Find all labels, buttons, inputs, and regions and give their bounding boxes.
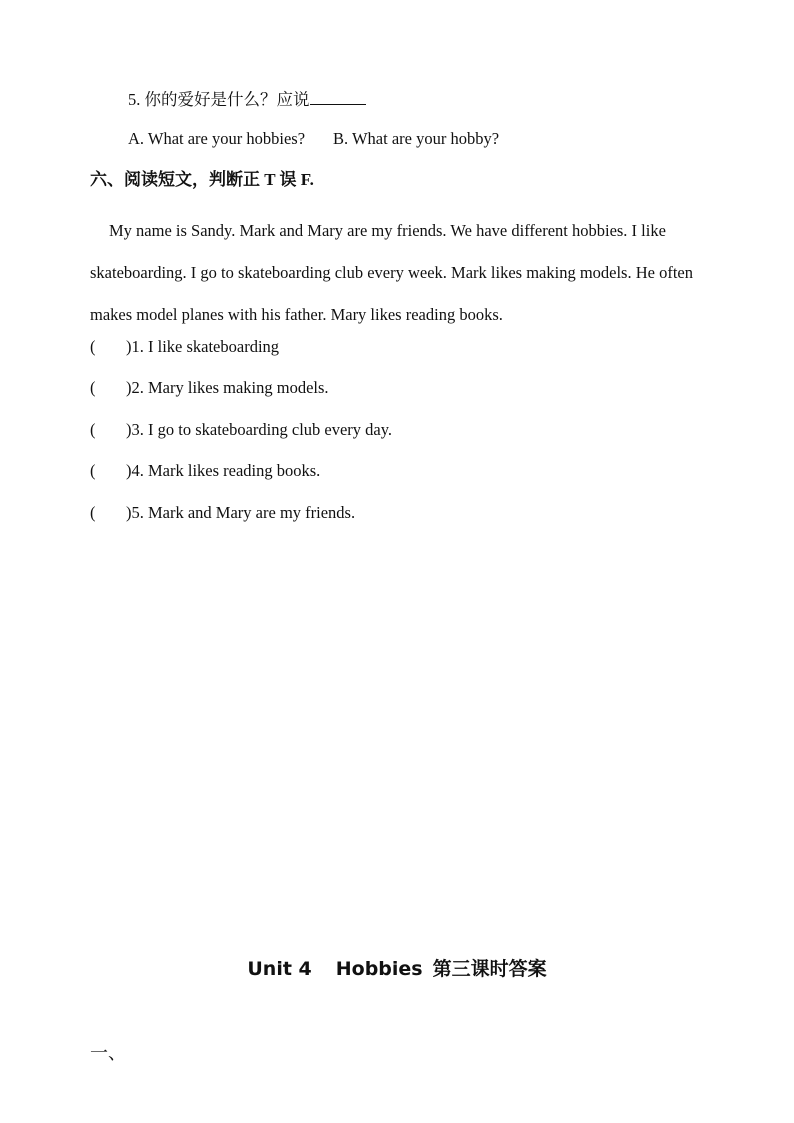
tf-item <box>90 419 392 441</box>
answer-paren: ( <box>90 461 96 480</box>
tf-item <box>90 460 320 482</box>
option-a: A. What are your hobbies? <box>128 129 306 148</box>
tf-item-text: )3. I go to skateboarding club every day. <box>126 420 393 439</box>
option-b: B. What are your hobby? <box>333 129 500 148</box>
question-5 <box>128 86 366 111</box>
tf-item <box>90 336 279 358</box>
question-5-options <box>128 128 499 150</box>
tf-item-text: )5. Mark and Mary are my friends. <box>126 503 356 522</box>
answer-key-title <box>0 958 794 980</box>
answer-paren: ( <box>90 503 96 522</box>
tf-item <box>90 377 329 399</box>
tf-item-text: )4. Mark likes reading books. <box>126 461 321 480</box>
answer-paren: ( <box>90 337 96 356</box>
question-5-prompt: 5. 你的爱好是什么？应说 <box>128 90 310 109</box>
tf-item-text: )2. Mary likes making models. <box>126 378 329 397</box>
reading-passage: My name is Sandy. Mark and Mary are my friends. We have different hobbies. I like skateboarding. I go to skateboarding club every week. Mark likes making models. He often makes model planes with his father. Mary likes reading books. <box>90 221 693 324</box>
tf-item <box>90 502 355 524</box>
answer-blank <box>310 86 366 105</box>
answer-paren: ( <box>90 378 96 397</box>
section-6-heading: 六、阅读短文，判断正 T 误 F. <box>90 170 314 189</box>
unit-label: Unit 4 <box>247 958 312 980</box>
tf-item-text: )1. I like skateboarding <box>126 337 280 356</box>
answer-paren: ( <box>90 420 96 439</box>
answer-key-label: 第三课时答案 <box>432 958 547 980</box>
unit-topic: Hobbies <box>335 958 423 980</box>
answer-section-1-heading: 一、 <box>90 1043 126 1063</box>
